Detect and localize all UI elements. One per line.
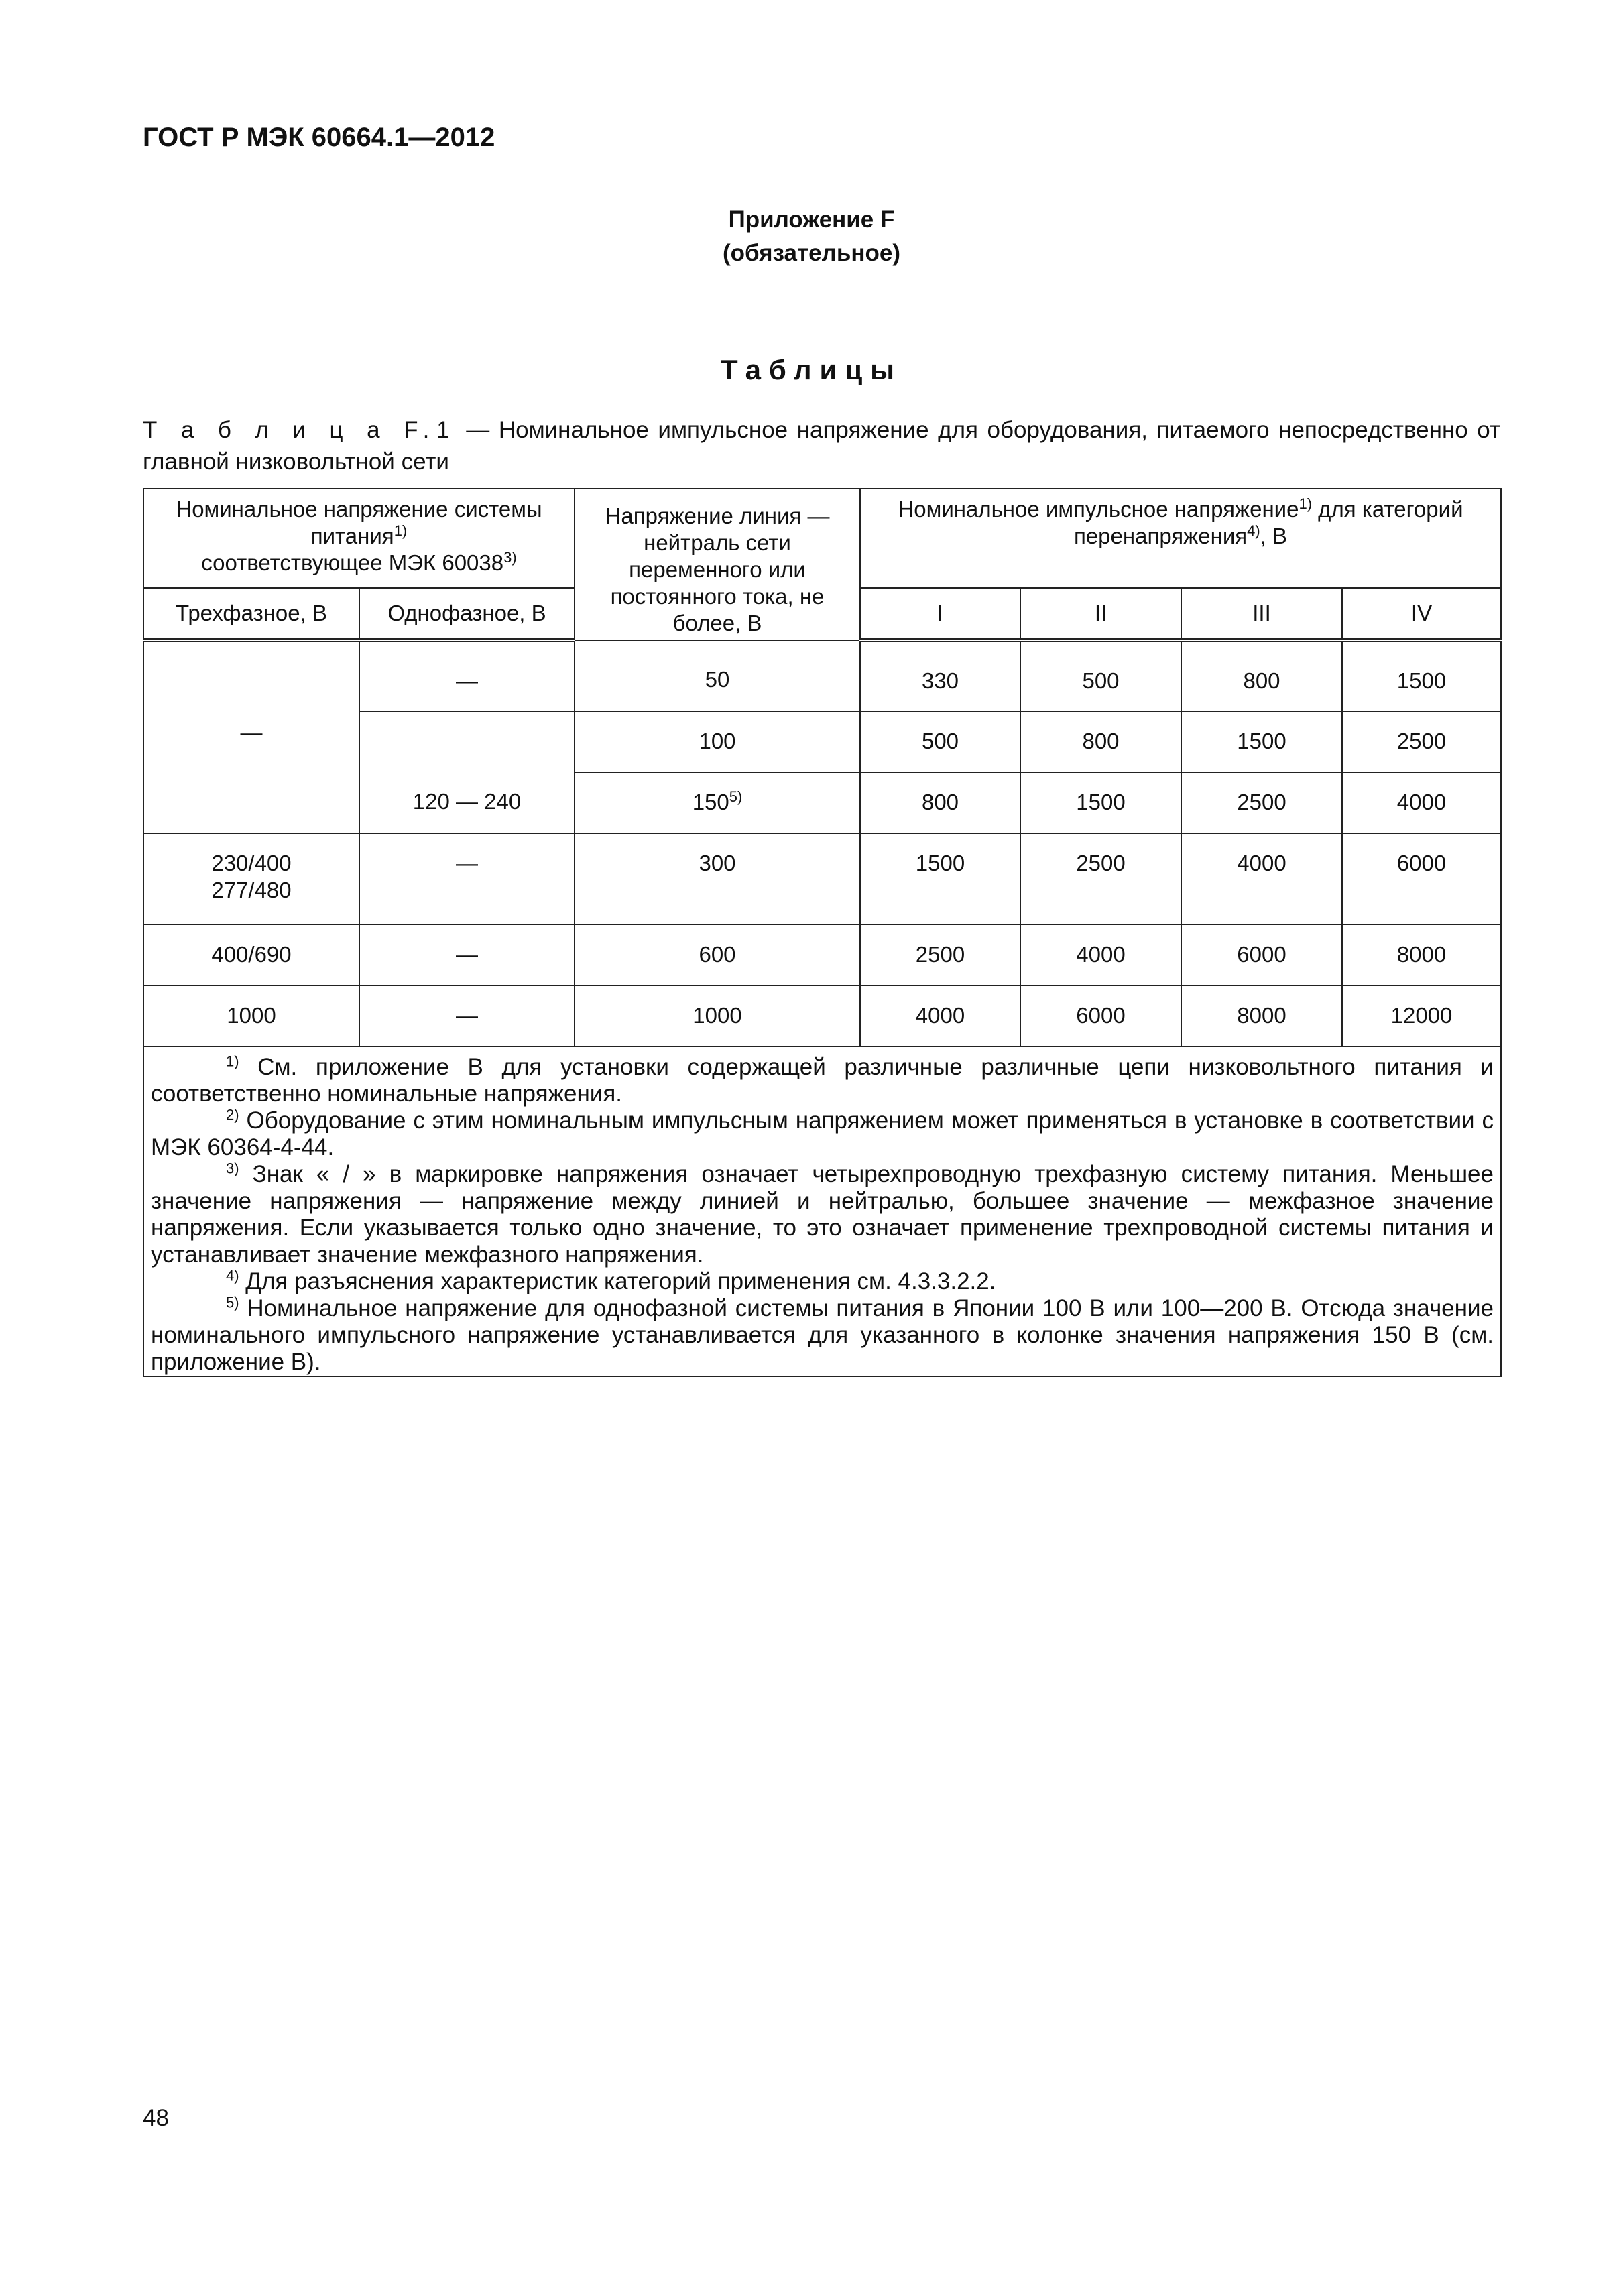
voltage-table bbox=[143, 488, 1502, 1377]
header-system-voltage-sup2: 3) bbox=[503, 549, 517, 566]
cell-cat-4: 1500 bbox=[1342, 640, 1501, 711]
cell-three-phase: — bbox=[143, 640, 359, 833]
cell-cat-1: 1500 bbox=[860, 833, 1020, 924]
cell-single-phase: — bbox=[359, 924, 575, 985]
note-1-text: См. приложение В для установки содержащей различные различные цепи низковольтного питания и соответственно номинальные напряжения. bbox=[151, 1054, 1494, 1107]
header-three-phase: Трехфазное, В bbox=[143, 588, 359, 640]
cell-cat-3: 2500 bbox=[1181, 772, 1342, 833]
cell-three-phase bbox=[143, 833, 359, 924]
table-row bbox=[143, 640, 1501, 711]
cell-three-phase-line2: 277/480 bbox=[211, 878, 292, 902]
note-3-number: 3) bbox=[226, 1160, 239, 1177]
section-title: Таблицы bbox=[720, 354, 903, 385]
cell-cat-1: 2500 bbox=[860, 924, 1020, 985]
cell-cat-3: 8000 bbox=[1181, 985, 1342, 1046]
cell-cat-3: 800 bbox=[1181, 640, 1342, 711]
cell-single-phase: — bbox=[359, 833, 575, 924]
note-4 bbox=[151, 1268, 1494, 1295]
cell-line-voltage: 50 bbox=[575, 640, 860, 711]
header-system-voltage-text1: Номинальное напряжение системы питания bbox=[176, 497, 542, 548]
cell-cat-4: 8000 bbox=[1342, 924, 1501, 985]
cell-line-voltage-value: 150 bbox=[692, 790, 729, 814]
cell-single-phase: 120 — 240 bbox=[359, 772, 575, 833]
note-4-number: 4) bbox=[226, 1267, 239, 1284]
header-impulse-text2: для категорий перенапряжения bbox=[1073, 497, 1463, 548]
cell-cat-1: 4000 bbox=[860, 985, 1020, 1046]
header-row-1 bbox=[143, 489, 1501, 588]
table-notes bbox=[143, 1046, 1501, 1376]
cell-cat-2: 2500 bbox=[1020, 833, 1181, 924]
cell-line-voltage: 100 bbox=[575, 711, 860, 772]
header-cat-1: I bbox=[860, 588, 1020, 640]
cell-three-phase: 1000 bbox=[143, 985, 359, 1046]
cell-cat-3: 1500 bbox=[1181, 711, 1342, 772]
cell-single-phase: — bbox=[359, 640, 575, 711]
header-cat-4: IV bbox=[1342, 588, 1501, 640]
cell-line-voltage: 600 bbox=[575, 924, 860, 985]
note-2-text: Оборудование с этим номинальным импульсным напряжением может применяться в установке в соответствии с МЭК 60364-4-44. bbox=[151, 1107, 1494, 1160]
cell-line-voltage bbox=[575, 772, 860, 833]
note-3 bbox=[151, 1161, 1494, 1268]
note-2 bbox=[151, 1107, 1494, 1161]
note-5-text: Номинальное напряжение для однофазной системы питания в Японии 100 В или 100—200 В. Отсюда значение номинального импульсного напряжение устанавливается для указанного в колонке значения напряжения 150 В (см. приложение В). bbox=[151, 1295, 1494, 1375]
note-4-text: Для разъяснения характеристик категорий применения см. 4.3.3.2.2. bbox=[239, 1268, 996, 1294]
cell-single-phase: — bbox=[359, 985, 575, 1046]
note-5-number: 5) bbox=[226, 1294, 239, 1311]
header-impulse-text3: , В bbox=[1260, 524, 1288, 548]
annex-status: (обязательное) bbox=[722, 240, 900, 266]
header-single-phase: Однофазное, В bbox=[359, 588, 575, 640]
header-cat-3: III bbox=[1181, 588, 1342, 640]
table-caption-text: — Номинальное импульсное напряжение для оборудования, питаемого непосредственно от главной низковольтной сети bbox=[143, 417, 1500, 475]
cell-cat-1: 800 bbox=[860, 772, 1020, 833]
note-1-number: 1) bbox=[226, 1052, 239, 1070]
table-row bbox=[143, 833, 1501, 924]
header-system-voltage bbox=[143, 489, 575, 588]
cell-cat-4: 2500 bbox=[1342, 711, 1501, 772]
cell-cat-3: 6000 bbox=[1181, 924, 1342, 985]
cell-three-phase-line1: 230/400 bbox=[211, 851, 292, 875]
cell-cat-2: 4000 bbox=[1020, 924, 1181, 985]
cell-cat-1: 330 bbox=[860, 640, 1020, 711]
cell-line-voltage: 300 bbox=[575, 833, 860, 924]
cell-line-voltage-sup: 5) bbox=[729, 788, 743, 805]
header-impulse-sup2: 4) bbox=[1247, 522, 1260, 539]
note-1 bbox=[151, 1054, 1494, 1107]
table-row bbox=[143, 924, 1501, 985]
header-impulse-sup1: 1) bbox=[1299, 495, 1313, 512]
note-5 bbox=[151, 1295, 1494, 1376]
header-system-voltage-sup1: 1) bbox=[394, 522, 408, 539]
cell-cat-2: 6000 bbox=[1020, 985, 1181, 1046]
cell-single-phase bbox=[359, 711, 575, 772]
cell-cat-3: 4000 bbox=[1181, 833, 1342, 924]
cell-line-voltage: 1000 bbox=[575, 985, 860, 1046]
cell-cat-2: 500 bbox=[1020, 640, 1181, 711]
cell-cat-2: 800 bbox=[1020, 711, 1181, 772]
document-header: ГОСТ Р МЭК 60664.1—2012 bbox=[143, 123, 495, 152]
header-system-voltage-text2: соответствующее МЭК 60038 bbox=[201, 550, 504, 575]
annex-title: Приложение F bbox=[728, 206, 895, 233]
header-line-voltage: Напряжение линия — нейтраль сети переменного или постоянного тока, не более, В bbox=[575, 489, 860, 640]
cell-cat-1: 500 bbox=[860, 711, 1020, 772]
table-container bbox=[143, 488, 1502, 1377]
cell-cat-4: 6000 bbox=[1342, 833, 1501, 924]
page-number: 48 bbox=[143, 2105, 169, 2131]
note-3-text: Знак « / » в маркировке напряжения означает четырехпроводную трехфазную систему питания. Меньшее значение напряжения — напряжение между линией и нейтралью, большее значение — межфазное значение напряжения. Если указывается только одно значение, то это означает применение трехпроводной системы питания и устанавливает значение межфазного напряжения. bbox=[151, 1161, 1494, 1268]
header-impulse-text1: Номинальное импульсное напряжение bbox=[898, 497, 1299, 522]
table-row bbox=[143, 985, 1501, 1046]
cell-cat-2: 1500 bbox=[1020, 772, 1181, 833]
table-caption bbox=[143, 414, 1500, 477]
header-impulse-voltage bbox=[860, 489, 1501, 588]
cell-three-phase: 400/690 bbox=[143, 924, 359, 985]
cell-cat-4: 12000 bbox=[1342, 985, 1501, 1046]
header-cat-2: II bbox=[1020, 588, 1181, 640]
note-2-number: 2) bbox=[226, 1106, 239, 1124]
cell-cat-4: 4000 bbox=[1342, 772, 1501, 833]
notes-row bbox=[143, 1046, 1501, 1376]
table-caption-lead: Т а б л и ц а F.1 bbox=[143, 417, 457, 443]
